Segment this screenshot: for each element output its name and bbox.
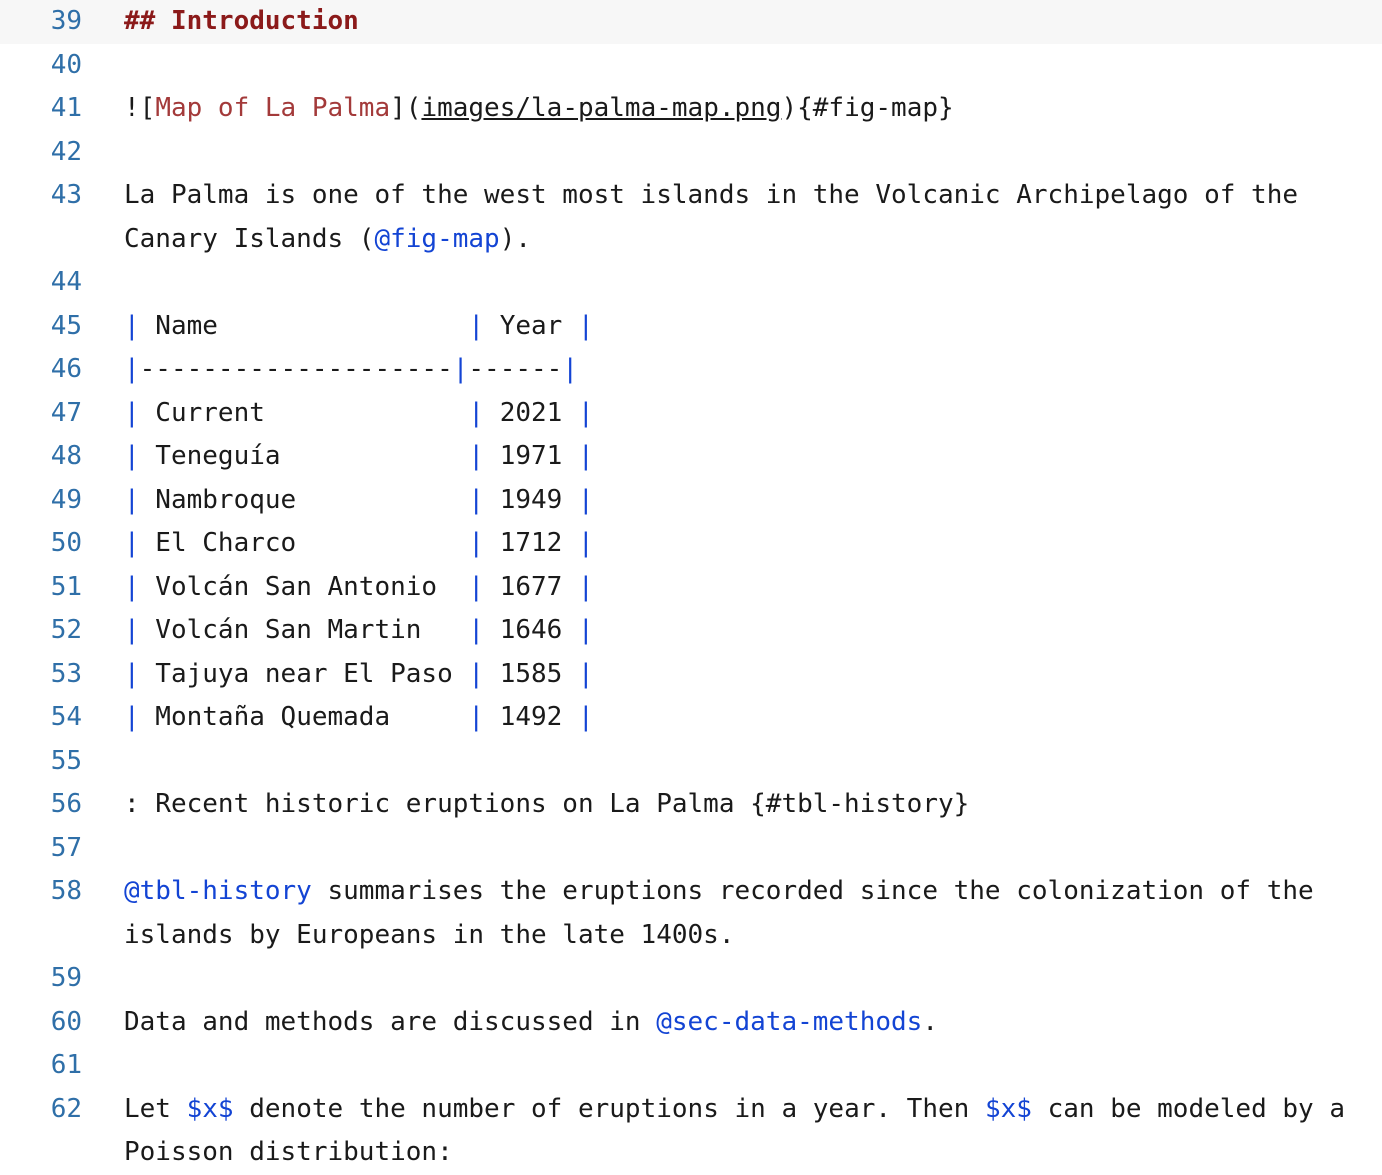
line-content[interactable] [96, 435, 1382, 479]
code-token: | [562, 354, 578, 384]
code-token: | [468, 702, 485, 732]
code-token: Teneguía [139, 441, 469, 471]
line-number: 56 [50, 789, 82, 819]
code-token: ){#fig-map} [781, 93, 954, 123]
code-token: | [124, 484, 140, 515]
line-number: 59 [50, 963, 82, 993]
editor-line[interactable] [0, 44, 1382, 88]
code-token: 1646 [484, 615, 578, 645]
code-token: ![ [124, 93, 156, 123]
line-content[interactable] [96, 1001, 1382, 1045]
line-content[interactable] [96, 609, 1382, 653]
line-content[interactable] [96, 783, 1382, 827]
line-number: 42 [50, 136, 82, 167]
editor-line[interactable] [0, 653, 1382, 697]
line-number: 55 [50, 745, 82, 776]
code-token: Year [484, 310, 578, 341]
line-number: 46 [50, 354, 82, 384]
code-token: Volcán San Martin [139, 615, 469, 645]
code-token: | [124, 658, 140, 689]
line-number: 47 [50, 397, 82, 428]
editor-line[interactable] [0, 696, 1382, 740]
code-token: Current [139, 397, 469, 428]
code-token: | [124, 354, 140, 384]
code-token: @fig-map [374, 223, 500, 254]
line-number: 53 [50, 658, 82, 689]
code-token: . [922, 1006, 938, 1037]
line-number: 45 [50, 310, 82, 341]
code-token: summarises the eruptions recorded since the colonization of the islands by Europeans in the late 1400s. [124, 876, 1330, 950]
code-token: | [577, 441, 594, 471]
editor-line[interactable] [0, 392, 1382, 436]
editor-line[interactable] [0, 348, 1382, 392]
code-token: -------------------- [139, 354, 453, 384]
code-token: $x$ [984, 1093, 1032, 1124]
line-number: 41 [50, 93, 82, 123]
line-number: 61 [50, 1050, 82, 1080]
editor-line[interactable] [0, 0, 1382, 44]
code-token: Data and methods are discussed in [124, 1006, 657, 1037]
line-number: 58 [50, 876, 82, 906]
code-token: @sec-data-methods [656, 1006, 923, 1037]
line-content[interactable] [96, 174, 1382, 261]
code-token: 1677 [484, 571, 578, 602]
line-number: 43 [50, 180, 82, 210]
editor-line[interactable] [0, 1001, 1382, 1045]
code-token: ## Introduction [124, 6, 359, 36]
code-token: | [577, 658, 594, 689]
editor-line[interactable] [0, 435, 1382, 479]
code-token: 1971 [484, 441, 578, 471]
line-content[interactable] [96, 566, 1382, 610]
editor-line[interactable] [0, 1044, 1382, 1088]
line-number: 57 [50, 832, 82, 863]
code-token: Let [124, 1093, 187, 1124]
code-token: Volcán San Antonio [139, 571, 469, 602]
editor-line[interactable] [0, 827, 1382, 871]
code-token: images/la-palma-map.png [421, 93, 782, 123]
code-token: Nambroque [139, 484, 469, 515]
code-token: Name [139, 310, 469, 341]
editor-line[interactable] [0, 870, 1382, 957]
line-content[interactable] [96, 305, 1382, 349]
editor-line[interactable] [0, 174, 1382, 261]
code-token: ]( [390, 93, 422, 123]
line-number: 40 [50, 49, 82, 80]
code-token: | [468, 441, 485, 471]
code-token: | [124, 441, 140, 471]
code-token: | [124, 702, 140, 732]
line-number: 48 [50, 441, 82, 471]
code-token: | [468, 397, 485, 428]
code-token: | [452, 354, 469, 384]
editor-line[interactable] [0, 479, 1382, 523]
code-token: | [124, 571, 140, 602]
code-token: | [577, 484, 594, 515]
line-number: 50 [50, 528, 82, 558]
code-token: can be modeled by a Poisson distribution: [124, 1093, 1361, 1167]
code-token: 2021 [484, 397, 578, 428]
line-content[interactable] [96, 522, 1382, 566]
code-token: Map of La Palma [155, 93, 391, 123]
code-token: 1492 [484, 702, 578, 732]
editor-line[interactable] [0, 783, 1382, 827]
code-token: | [124, 397, 140, 428]
code-token: | [577, 397, 594, 428]
line-number: 52 [50, 615, 82, 645]
line-content[interactable] [96, 1088, 1382, 1175]
code-token: | [577, 615, 594, 645]
line-content[interactable] [96, 392, 1382, 436]
editor-line[interactable] [0, 261, 1382, 305]
code-token: | [577, 310, 594, 341]
editor-line[interactable] [0, 131, 1382, 175]
line-number: 44 [50, 267, 82, 297]
code-token: 1949 [484, 484, 578, 515]
code-token: 1712 [484, 528, 578, 558]
editor-line[interactable] [0, 305, 1382, 349]
code-token: $x$ [186, 1093, 234, 1124]
code-token: | [577, 571, 594, 602]
line-content[interactable] [96, 653, 1382, 697]
editor-line[interactable] [0, 566, 1382, 610]
line-number: 54 [50, 702, 82, 732]
editor-line[interactable] [0, 1088, 1382, 1175]
editor-line[interactable] [0, 522, 1382, 566]
code-token: | [468, 528, 485, 558]
line-content[interactable] [96, 0, 1382, 44]
code-token: La Palma is one of the west most islands in the Volcanic Archipelago of the Canary Islands ( [124, 180, 1314, 254]
line-content[interactable] [96, 348, 1382, 392]
code-token: | [468, 571, 485, 602]
code-token: | [577, 528, 594, 558]
code-token: | [124, 615, 140, 645]
editor-line[interactable] [0, 609, 1382, 653]
code-token: | [124, 310, 140, 341]
code-token: 1585 [484, 658, 578, 689]
line-content[interactable] [96, 696, 1382, 740]
line-number: 51 [50, 571, 82, 602]
code-token: ------ [468, 354, 563, 384]
code-token: : Recent historic eruptions on La Palma {#tbl-history} [124, 789, 970, 819]
code-token: Tajuya near El Paso [139, 658, 469, 689]
code-token: | [468, 310, 485, 341]
code-token: | [468, 484, 485, 515]
editor-line[interactable] [0, 740, 1382, 784]
code-token: | [577, 702, 594, 732]
line-number: 62 [50, 1093, 82, 1124]
line-number: 49 [50, 484, 82, 515]
code-token: El Charco [139, 528, 469, 558]
code-token: | [468, 658, 485, 689]
code-token: | [124, 528, 140, 558]
code-token: Montaña Quemada [139, 702, 469, 732]
editor-line[interactable] [0, 957, 1382, 1001]
line-number: 60 [50, 1006, 82, 1037]
line-content[interactable] [96, 479, 1382, 523]
code-token: ). [499, 223, 531, 254]
code-token: @tbl-history [124, 876, 312, 906]
code-token: denote the number of eruptions in a year. Then [233, 1093, 985, 1124]
line-content[interactable] [96, 87, 1382, 131]
editor-line[interactable] [0, 87, 1382, 131]
line-content[interactable] [96, 870, 1382, 957]
line-number: 39 [50, 6, 82, 36]
code-token: | [468, 615, 485, 645]
